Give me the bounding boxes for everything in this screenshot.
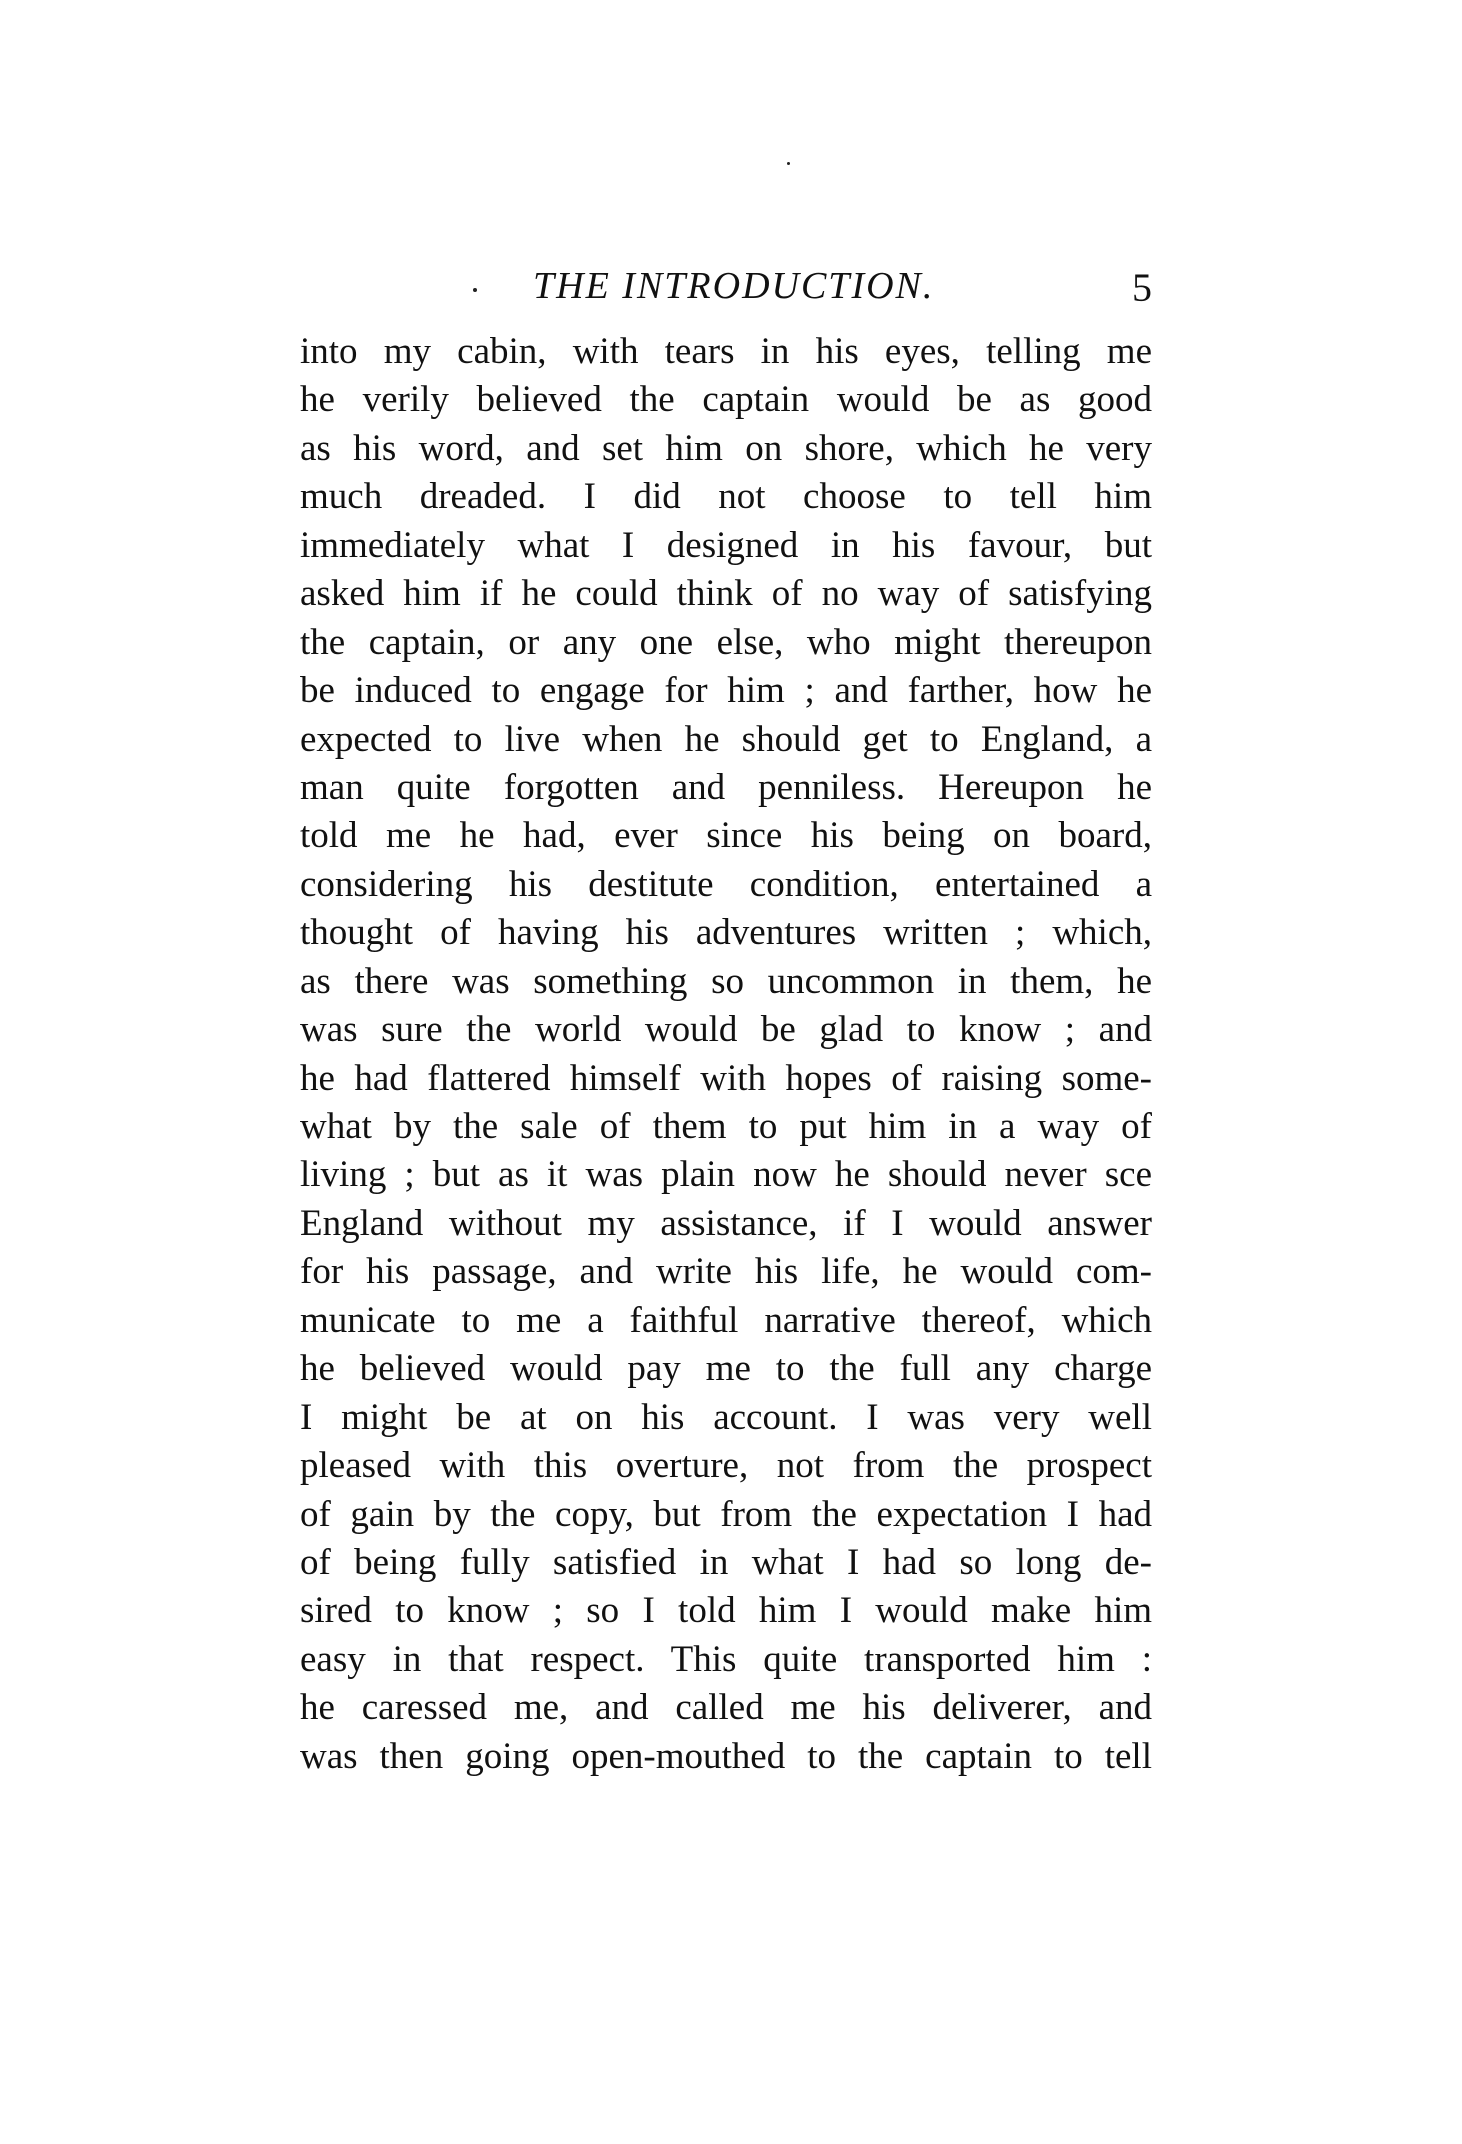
page-number: 5 <box>1132 265 1152 310</box>
text-line: much dreaded. I did not choose to tell him <box>300 476 1152 518</box>
text-line: of being fully satisfied in what I had so long de- <box>300 1541 1152 1583</box>
text-line: immediately what I designed in his favour, but <box>300 524 1152 566</box>
text-line: man quite forgotten and penniless. Hereupon he <box>300 766 1152 808</box>
text-line: living ; but as it was plain now he should never sce <box>300 1154 1152 1196</box>
text-line: sired to know ; so I told him I would make him <box>300 1590 1152 1632</box>
ink-speck <box>787 162 790 165</box>
text-line: municate to me a faithful narrative thereof, which <box>300 1299 1152 1341</box>
text-line: pleased with this overture, not from the prospect <box>300 1445 1152 1487</box>
text-line: was sure the world would be glad to know ; and <box>300 1009 1152 1051</box>
running-head: THE INTRODUCTION. <box>533 265 935 307</box>
text-line: what by the sale of them to put him in a way of <box>300 1106 1152 1147</box>
text-line: told me he had, ever since his being on board, <box>300 815 1152 857</box>
header-dot <box>473 288 477 292</box>
text-line: considering his destitute condition, entertained a <box>300 863 1152 905</box>
text-line: into my cabin, with tears in his eyes, telling me <box>300 331 1152 372</box>
text-line: as there was something so uncommon in them, he <box>300 960 1152 1002</box>
text-line: be induced to engage for him ; and farther, how he <box>300 670 1152 712</box>
text-line: he had flattered himself with hopes of raising some- <box>300 1057 1152 1099</box>
text-line: expected to live when he should get to England, a <box>300 718 1152 760</box>
page-header <box>300 262 1152 322</box>
text-line: England without my assistance, if I would answer <box>300 1202 1152 1244</box>
text-line: he believed would pay me to the full any charge <box>300 1348 1152 1390</box>
body-text <box>300 328 1152 1781</box>
text-line: of gain by the copy, but from the expectation I had <box>300 1493 1152 1535</box>
text-line: was then going open-mouthed to the captain to tell <box>300 1735 1152 1777</box>
text-line: he caressed me, and called me his deliverer, and <box>300 1687 1152 1729</box>
text-line: asked him if he could think of no way of satisfying <box>300 573 1152 615</box>
text-line: he verily believed the captain would be as good <box>300 379 1152 421</box>
text-line: thought of having his adventures written ; which, <box>300 912 1152 954</box>
text-line: I might be at on his account. I was very well <box>300 1396 1152 1438</box>
text-line: as his word, and set him on shore, which he very <box>300 427 1152 469</box>
text-line: for his passage, and write his life, he would com- <box>300 1251 1152 1293</box>
text-line: easy in that respect. This quite transported him : <box>300 1638 1152 1680</box>
text-line: the captain, or any one else, who might thereupon <box>300 621 1152 663</box>
